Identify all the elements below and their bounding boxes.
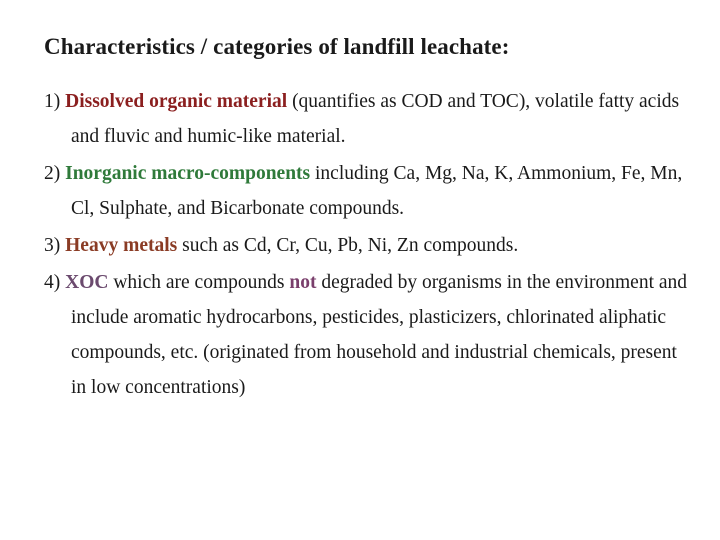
item-highlight: Heavy metals <box>65 235 178 256</box>
item-text: such as Cd, Cr, Cu, Pb, Ni, Zn compounds. <box>182 235 519 256</box>
item-highlight: Inorganic macro-components <box>65 163 311 184</box>
item-highlight: Dissolved organic material <box>65 91 288 112</box>
item-text-after: degraded by organisms in the environment and include aromatic hydrocarbons, pesticides, plasticizers, chlorinated aliphatic compounds, etc. (originated from household and industrial chemicals, present in low concentrations) <box>71 272 688 398</box>
item-number: 3) <box>44 235 61 256</box>
item-text: including Ca, Mg, Na, K, Ammonium, Fe, Mn, Cl, Sulphate, and Bicarbonate compounds. <box>71 163 683 219</box>
list-item-4 <box>44 265 694 405</box>
list-item-1 <box>44 84 694 154</box>
item-number: 4) <box>44 272 61 293</box>
item-text-before: which are compounds <box>113 272 285 293</box>
item-highlight: XOC <box>65 272 109 293</box>
item-number: 1) <box>44 91 61 112</box>
category-list <box>44 84 694 407</box>
item-emphasis: not <box>289 272 317 293</box>
item-number: 2) <box>44 163 61 184</box>
list-item-3 <box>44 228 694 263</box>
list-item-2 <box>44 156 694 226</box>
item-text: (quantifies as COD and TOC), volatile fatty acids and fluvic and humic-like material. <box>71 91 680 147</box>
slide-title: Characteristics / categories of landfill leachate: <box>44 34 510 59</box>
